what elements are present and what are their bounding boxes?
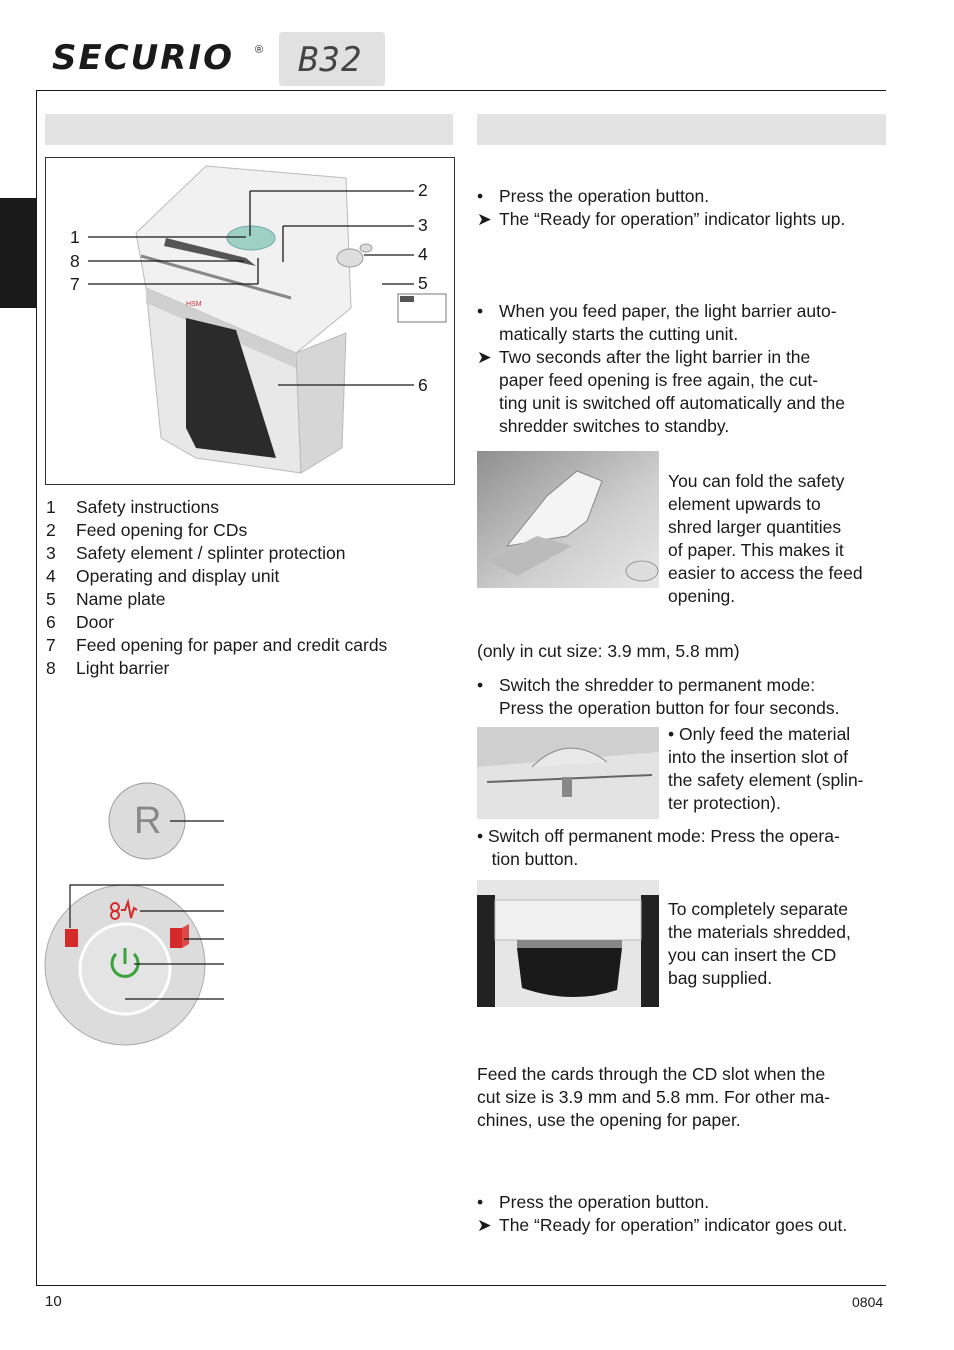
callout-4: 4 [418, 244, 428, 264]
list-item: 2 Feed opening for CDs [46, 520, 248, 540]
cut-size-note: (only in cut size: 3.9 mm, 5.8 mm) [477, 641, 740, 661]
model-name: B32 [298, 40, 363, 80]
permanent-mode-on [477, 674, 887, 720]
list-item: ➤ Two seconds after the light barrier in the paper feed opening is free again, the cut- ting unit is switched off automatically and the shredder switches to standby. [477, 347, 845, 436]
left-section-bar [45, 114, 453, 145]
footer-rule [36, 1285, 886, 1286]
list-item: • Press the operation button. [477, 1192, 710, 1212]
registered-mark: ® [255, 44, 264, 56]
list-item: 1 Safety instructions [46, 497, 219, 517]
operating-panel-diagram [44, 878, 229, 1050]
cards-text: Feed the cards through the CD slot when the cut size is 3.9 mm and 5.8 mm. For other ma- chines, use the opening for paper. [477, 1064, 831, 1130]
right-section-bar [477, 114, 886, 145]
page-number: 10 [45, 1293, 62, 1310]
callout-1: 1 [70, 227, 80, 247]
hsm-label: HSM [186, 301, 202, 308]
reverse-letter: R [134, 800, 162, 842]
document-code: 0804 [852, 1294, 884, 1310]
list-item: 7 Feed opening for paper and credit cards [46, 635, 388, 655]
list-item: 4 Operating and display unit [46, 566, 280, 586]
auto-start-steps [477, 300, 887, 438]
list-item: • Press the operation button. [477, 186, 710, 206]
list-item: • When you feed paper, the light barrier auto- matically starts the cutting unit. [477, 301, 837, 344]
list-item: 6 Door [46, 612, 114, 632]
switch-on-steps [477, 185, 887, 231]
insertion-slot-photo [477, 727, 659, 819]
brand-logo: SECURIO [52, 38, 235, 78]
callout-6: 6 [418, 375, 428, 395]
cd-bag-text: To completely separate the materials shredded, you can insert the CD bag supplied. [668, 899, 851, 988]
left-rule [36, 90, 37, 1286]
cd-bag-photo [477, 880, 659, 1007]
list-item: ➤ The “Ready for operation” indicator goes out. [477, 1215, 848, 1235]
list-item: 5 Name plate [46, 589, 166, 609]
chapter-tab [0, 198, 36, 308]
callout-2: 2 [418, 180, 428, 200]
list-item: • Switch the shredder to permanent mode: Press the operation button for four seconds. [477, 675, 840, 718]
callout-5: 5 [418, 273, 428, 293]
permanent-mode-off: • Switch off permanent mode: Press the opera- tion button. [477, 826, 840, 869]
switch-off-steps [477, 1191, 897, 1237]
callout-3: 3 [418, 215, 428, 235]
shredder-figure [45, 157, 455, 485]
callout-7: 7 [70, 274, 80, 294]
insertion-slot-text: • Only feed the material into the insertion slot of the safety element (splin- ter protection). [668, 724, 864, 813]
shredder-illustration [46, 158, 454, 484]
reverse-button-diagram [100, 780, 230, 865]
list-item: 8 Light barrier [46, 658, 170, 678]
list-item: ➤ The “Ready for operation” indicator lights up. [477, 209, 846, 229]
parts-list [46, 496, 456, 680]
callout-8: 8 [70, 251, 80, 271]
fold-safety-text: You can fold the safety element upwards to shred larger quantities of paper. This makes it easier to access the feed opening. [668, 471, 863, 606]
header-rule [36, 90, 886, 91]
list-item: 3 Safety element / splinter protection [46, 543, 346, 563]
safety-element-photo [477, 451, 659, 588]
